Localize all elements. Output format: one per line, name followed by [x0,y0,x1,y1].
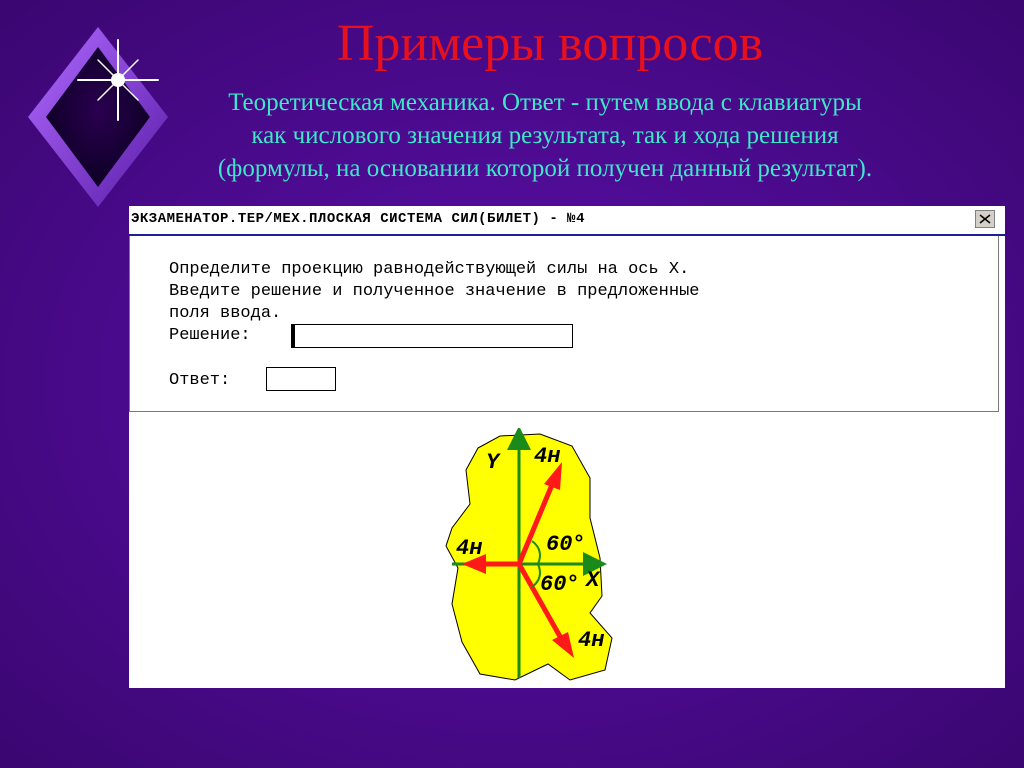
window-title: ЭКЗАМЕНАТОР.ТЕР/МЕХ.ПЛОСКАЯ СИСТЕМА СИЛ(БИЛЕТ) - №4 [131,211,585,227]
close-icon [979,214,991,224]
force-label-left: 4н [456,536,483,561]
subtitle-line: как числового значения результата, так и хода решения [251,122,839,149]
subtitle-line: Теоретическая механика. Ответ - путем ввода с клавиатуры [228,89,862,116]
question-line: Введите решение и полученное значение в предложенные [169,282,700,301]
solution-input[interactable] [291,324,573,348]
slide-subtitle [150,86,940,185]
axis-x-label: X [586,568,600,593]
force-label-bottom: 4н [578,628,605,653]
answer-label: Ответ: [169,371,231,390]
close-button[interactable] [975,210,995,228]
axis-y-label: Y [486,450,500,475]
slide-title: Примеры вопросов [336,15,764,72]
subtitle-line: (формулы, на основании которой получен данный результат). [217,155,873,182]
question-line: Определите проекцию равнодействующей силы на ось X. [169,260,690,279]
question-panel [129,236,999,412]
force-label-top: 4н [534,444,561,469]
solution-label: Решение: [169,326,251,345]
force-diagram [440,428,620,688]
angle-label-bottom: 60° [540,572,580,597]
answer-input[interactable] [266,367,336,391]
window-titlebar[interactable] [129,206,1005,236]
angle-label-top: 60° [546,532,586,557]
question-line: поля ввода. [169,304,282,323]
